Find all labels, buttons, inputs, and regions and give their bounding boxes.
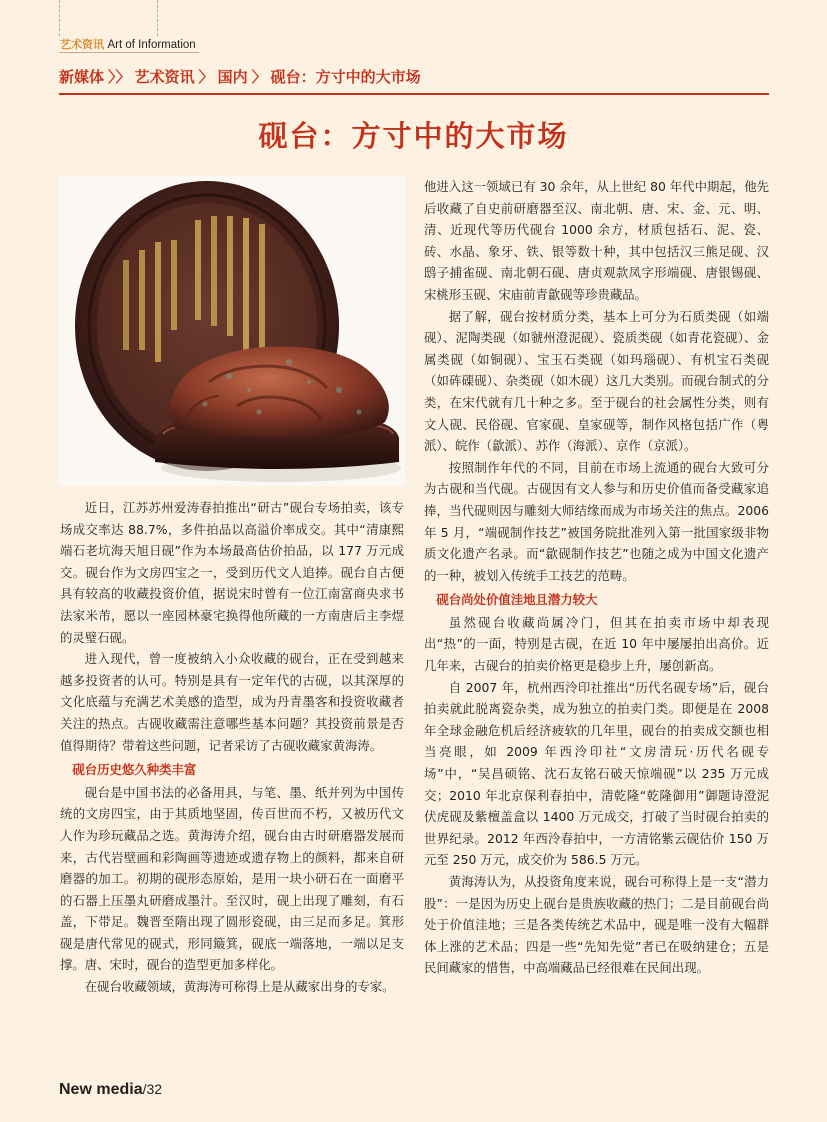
paragraph: 虽然砚台收藏尚属冷门，但其在拍卖市场中却表现出“热”的一面，特别是古砚，在近 10 年中屡屡拍出高价。近几年来，古砚台的拍卖价格更是稳步上升，屡创新高。 — [424, 614, 769, 674]
left-column — [60, 497, 404, 998]
subheading: 砚台历史悠久种类丰富 — [72, 762, 197, 778]
footer-brand: New media — [59, 1081, 143, 1098]
section-tag — [60, 36, 196, 52]
breadcrumb-separator: 〉 — [198, 68, 214, 86]
right-column — [424, 176, 769, 979]
breadcrumb-item-art-news[interactable]: 艺术资讯 — [134, 68, 195, 86]
footer — [59, 1080, 162, 1099]
paragraph: 自 2007 年，杭州西泠印社推出“历代名砚专场”后，砚台拍卖就此脱离瓷杂类，成为独立的拍卖门类。即便是在 2008 年全球金融危机后经济疲软的几年里，砚台的拍卖成交额也相当亮眼，如 2009 年西泠印社“文房清玩·历代名砚专场”中，“吴昌硕铭、沈石友铭石破天惊端砚”以 235 万元成交；2010 年北京保利春拍中，清乾隆“乾隆御用”御题诗澄泥伏虎砚及紫檀盖盒以 1400 万元成交，打破了当时砚台拍卖的世界纪录。2012 年西泠春拍中，一方清铭紫云砚估价 150 万元至 250 万元，成交价为 586.5 万元。 — [424, 679, 769, 868]
subheading: 砚台尚处价值洼地且潜力较大 — [436, 592, 598, 608]
section-tag-cn: 艺术资讯 — [60, 38, 104, 51]
paragraph: 进入现代，曾一度被纳入小众收藏的砚台，正在受到越来越多投资者的认可。特别是具有一定年代的古砚，以其深厚的文化底蕴与充满艺术美感的造型，成为丹青墨客和投资收藏者关注的热点。古砚收藏需注意哪些基本问题？其投资前景是否值得期待？带着这些问题，记者采访了古砚收藏家黄海涛。 — [60, 651, 404, 753]
breadcrumb — [59, 66, 425, 87]
article-title: 砚台：方寸中的大市场 — [258, 119, 569, 153]
breadcrumb-separator: 〉 — [251, 68, 267, 86]
section-tag-en: Art of Information — [107, 39, 196, 51]
breadcrumb-item-domestic[interactable]: 国内 — [217, 68, 248, 86]
breadcrumb-item-current: 砚台：方寸中的大市场 — [270, 68, 421, 86]
paragraph: 按照制作年代的不同，目前在市场上流通的砚台大致可分为古砚和当代砚。古砚因有文人参与和历史价值而备受藏家追捧，当代砚则因与雕刻大师结缘而成为市场关注的焦点。2006 年 5 月，“端砚制作技艺”被国务院批准列入第一批国家级非物质文化遗产名录。而“歙砚制作技艺”也随之成为中国文化遗产的一种，被划入传统手工技艺的范畴。 — [424, 459, 769, 583]
header-rule-right — [157, 0, 159, 36]
breadcrumb-item-new-media[interactable]: 新媒体 — [59, 68, 105, 86]
paragraph: 在砚台收藏领域，黄海涛可称得上是从藏家出身的专家。 — [84, 979, 395, 995]
paragraph: 据了解，砚台按材质分类，基本上可分为石质类砚（如端砚）、泥陶类砚（如虢州澄泥砚）、瓷质类砚（如青花瓷砚）、金属类砚（如铜砚）、宝玉石类砚（如玛瑙砚）、有机宝石类砚（如砗磲砚）、杂类砚（如木砚）这几大类别。而砚台制式的分类，在宋代就有几十种之多。至于砚台的社会属性分类，则有文人砚、民俗砚、官家砚、皇家砚等，制作风格包括广作（粤派）、皖作（歙派）、苏作（海派）、京作（京派）。 — [424, 308, 769, 454]
header-rule-left — [59, 0, 61, 36]
inkstone-photo — [59, 176, 405, 486]
section-tag-underline — [59, 52, 199, 53]
paragraph: 黄海涛认为，从投资角度来说，砚台可称得上是一支“潜力股”：一是因为历史上砚台是贵族收藏的热门；二是目前砚台尚处于价值洼地；三是各类传统艺术品中，砚是唯一没有大幅群体上涨的艺术品；四是一些“先知先觉”者已在吸纳建仓；五是民间藏家的惜售，中高端藏品已经很难在民间出现。 — [424, 874, 769, 976]
breadcrumb-separator: 〉〉 — [108, 68, 131, 86]
paragraph: 砚台是中国书法的必备用具，与笔、墨、纸并列为中国传统的文房四宝，由于其质地坚固，传百世而不朽，又被历代文人作为珍玩藏品之选。黄海涛介绍，砚台由古时研磨器发展而来，古代岩壁画和彩陶画等遗迹或遗存物上的颜料，都来自研磨器的加工。初期的砚形态原始，是用一块小研石在一面磨平的石器上压墨丸研磨成墨汁。至汉时，砚上出现了雕刻，有石盖，下带足。魏晋至隋出现了圆形瓷砚，由三足而多足。箕形砚是唐代常见的砚式，形同簸箕，砚底一端落地，一端以足支撑。唐、宋时，砚台的造型更加多样化。 — [60, 784, 404, 973]
page-number: /32 — [142, 1081, 163, 1097]
inkstone-illustration — [59, 176, 405, 486]
paragraph: 他进入这一领域已有 30 余年，从上世纪 80 年代中期起，他先后收藏了自史前研磨器至汉、南北朝、唐、宋、金、元、明、清、近现代等历代砚台 1000 余方，材质包括石、泥、瓷、砖、水晶、象牙、铁、银等数十种，其中包括汉三熊足砚、汉鸱子捕雀砚、南北朝石砚、唐贞观款凤字形端砚、唐银锡砚、宋桃形玉砚、宋庙前青歙砚等珍贵藏品。 — [424, 179, 769, 302]
breadcrumb-rule — [59, 93, 769, 95]
paragraph: 近日，江苏苏州爱涛春拍推出“研古”砚台专场拍卖，该专场成交率达 88.7%，多件拍品以高溢价率成交。其中“清康熙端石老坑海天旭日砚”作为本场最高估价拍品，以 177 万元成交。砚台作为文房四宝之一，受到历代文人追捧。砚台自古便具有较高的收藏投资价值，据说宋时曾有一位江南富商央求书法家米芾，愿以一座园林豪宅换得他所藏的一方南唐后主李煜的灵璧石砚。 — [60, 500, 404, 645]
